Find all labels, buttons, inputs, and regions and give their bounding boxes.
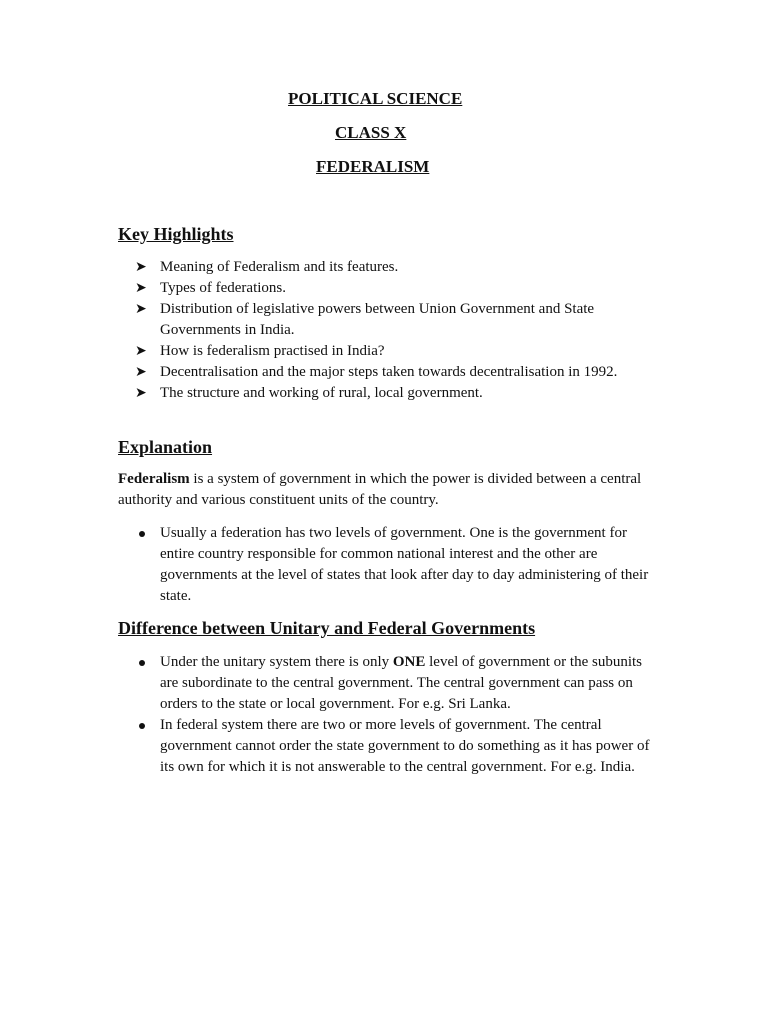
list-item-text: The structure and working of rural, local government.	[160, 385, 483, 401]
bullet-dot-icon	[139, 723, 145, 729]
arrow-bullet-icon: ➤	[135, 301, 147, 317]
bullet-dot-icon	[139, 531, 145, 537]
topic-title: FEDERALISM	[316, 157, 430, 176]
unitary-text-end: level of government or the subunits are subordinate to the central government. The central government can pass on orders to the state or local government. For e.g. Sri Lanka.	[160, 654, 643, 712]
arrow-bullet-icon: ➤	[135, 280, 147, 296]
list-item	[135, 299, 655, 341]
one-emphasis: ONE	[392, 654, 426, 670]
list-item-text: Decentralisation and the major steps taken towards decentralisation in 1992.	[160, 364, 618, 380]
definition-text: is a system of government in which the power is divided between a central authority and various constituent units of the country.	[118, 471, 642, 508]
list-item-text: Usually a federation has two levels of government. One is the government for entire country responsible for common national interest and the other are governments at the level of states that look after day to day administering of their state.	[160, 525, 649, 604]
explanation-bullets	[137, 523, 657, 607]
key-highlights-list	[135, 257, 655, 404]
list-item	[137, 715, 657, 778]
arrow-bullet-icon: ➤	[135, 364, 147, 380]
list-item-text: Meaning of Federalism and its features.	[160, 259, 399, 275]
list-item-text: Types of federations.	[160, 280, 286, 296]
federal-text: In federal system there are two or more levels of government. The central government cannot order the state government to do something as it has power of its own for which it is not answerable to the central government. For e.g. India.	[160, 717, 650, 775]
bullet-dot-icon	[139, 660, 145, 666]
subject-title: POLITICAL SCIENCE	[288, 89, 463, 108]
class-title: CLASS X	[335, 123, 407, 142]
arrow-bullet-icon: ➤	[135, 385, 147, 401]
list-item	[135, 257, 655, 278]
list-item	[135, 383, 655, 404]
list-item	[137, 523, 657, 607]
federalism-definition	[118, 469, 658, 511]
explanation-heading: Explanation	[118, 437, 213, 457]
difference-heading: Difference between Unitary and Federal Governments	[118, 618, 536, 638]
unitary-text-start: Under the unitary system there is only	[160, 654, 393, 670]
list-item	[135, 362, 655, 383]
arrow-bullet-icon: ➤	[135, 259, 147, 275]
key-highlights-heading: Key Highlights	[118, 224, 234, 244]
list-item	[135, 341, 655, 362]
arrow-bullet-icon: ➤	[135, 343, 147, 359]
list-item-text: Distribution of legislative powers between Union Government and State Governments in India.	[160, 301, 595, 338]
difference-bullets	[137, 652, 657, 778]
federalism-term: Federalism	[118, 471, 190, 487]
list-item	[135, 278, 655, 299]
list-item-text: How is federalism practised in India?	[160, 343, 385, 359]
list-item	[137, 652, 657, 715]
